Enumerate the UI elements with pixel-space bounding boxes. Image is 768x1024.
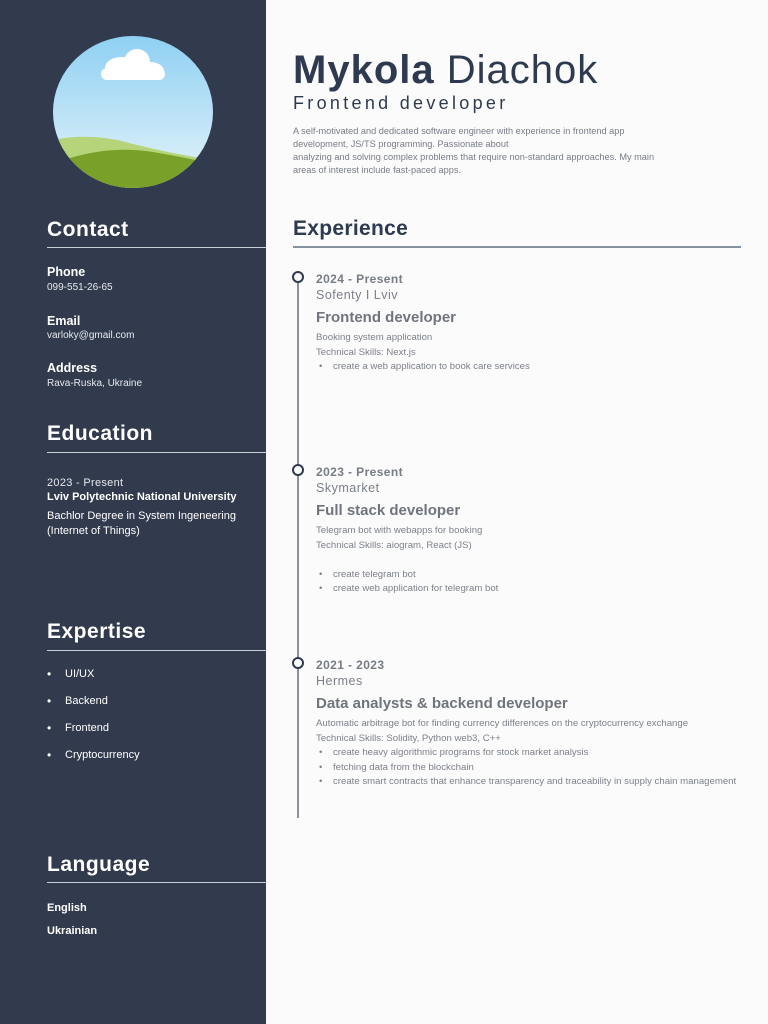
email-value: varloky@gmail.com: [47, 330, 135, 341]
expertise-divider: [47, 650, 266, 651]
expertise-item: • Cryptocurrency: [47, 749, 140, 776]
job-entry: [316, 465, 742, 597]
job-bullet: • create a web application to book care services: [316, 360, 742, 375]
education-title: Education: [47, 422, 154, 445]
job-role: Full stack developer: [316, 502, 461, 519]
summary-line: A self-motivated and dedicated software engineer with experience in frontend app: [293, 126, 625, 136]
education-school: Lviv Polytechnic National University: [47, 491, 237, 503]
summary: [293, 125, 703, 177]
education-years: 2023 - Present: [47, 477, 124, 489]
contact-divider: [47, 247, 266, 248]
job-bullet: • create heavy algorithmic programs for stock market analysis: [316, 746, 742, 761]
job-skills: Technical Skills: Next.js: [316, 346, 416, 358]
phone-label: Phone: [47, 265, 86, 279]
summary-line: analyzing and solving complex problems that require non-standard approaches. My main: [293, 152, 655, 162]
job-skills: Technical Skills: aiogram, React (JS): [316, 539, 472, 551]
job-description: Automatic arbitrage bot for finding currency differences on the cryptocurrency exchange: [316, 718, 689, 729]
email-label: Email: [47, 314, 81, 328]
first-name: Mykola: [293, 48, 435, 92]
job-title: Frontend developer: [293, 93, 509, 113]
job-role: Data analysts & backend developer: [316, 695, 568, 712]
timeline-dot: [292, 464, 304, 476]
education-divider: [47, 452, 266, 453]
contact-title: Contact: [47, 218, 129, 241]
sidebar: [0, 0, 266, 1024]
language-divider: [47, 882, 266, 883]
job-company: Sofenty I Lviv: [316, 288, 399, 302]
expertise-item: • Frontend: [47, 722, 140, 749]
experience-divider: [293, 246, 741, 248]
last-name: Diachok: [446, 48, 599, 92]
experience-title: Experience: [293, 217, 409, 240]
address-label: Address: [47, 361, 98, 375]
job-role: Frontend developer: [316, 309, 457, 326]
job-dates: 2023 - Present: [316, 465, 403, 479]
job-dates: 2024 - Present: [316, 272, 403, 286]
job-entry: [316, 272, 742, 375]
timeline-line: [297, 277, 299, 818]
job-bullet: • create telegram bot: [316, 568, 742, 583]
language-item: English: [47, 902, 87, 914]
avatar: [53, 36, 213, 188]
job-bullets: [316, 746, 742, 790]
job-bullet: • fetching data from the blockchain: [316, 761, 742, 776]
job-bullet: • create smart contracts that enhance transparency and traceability in supply chain management: [316, 775, 742, 790]
summary-line: areas of interest include fast-paced apps.: [293, 165, 462, 175]
job-company: Hermes: [316, 674, 363, 688]
address-value: Rava-Ruska, Ukraine: [47, 378, 143, 389]
expertise-title: Expertise: [47, 620, 147, 643]
timeline-dot: [292, 657, 304, 669]
expertise-item: • Backend: [47, 695, 140, 722]
timeline-dot: [292, 271, 304, 283]
expertise-item: • UI/UX: [47, 668, 140, 695]
summary-line: development, JS/TS programming. Passionate about: [293, 139, 509, 149]
job-skills: Technical Skills: Solidity, Python web3, C++: [316, 732, 501, 744]
job-description: Booking system application: [316, 332, 433, 343]
job-entry: [316, 658, 742, 790]
language-title: Language: [47, 853, 151, 876]
spacer: [316, 553, 742, 568]
full-name: [293, 48, 598, 93]
phone-value: 099-551-26-65: [47, 282, 113, 293]
job-bullets: [316, 360, 742, 375]
job-company: Skymarket: [316, 481, 380, 495]
job-description: Telegram bot with webapps for booking: [316, 525, 483, 536]
expertise-list: [47, 668, 140, 776]
language-item: Ukrainian: [47, 925, 98, 937]
job-bullet: • create web application for telegram bot: [316, 582, 742, 597]
education-degree: Bachlor Degree in System Ingeneering (Internet of Things): [47, 510, 236, 537]
job-dates: 2021 - 2023: [316, 658, 385, 672]
job-bullets: [316, 568, 742, 597]
